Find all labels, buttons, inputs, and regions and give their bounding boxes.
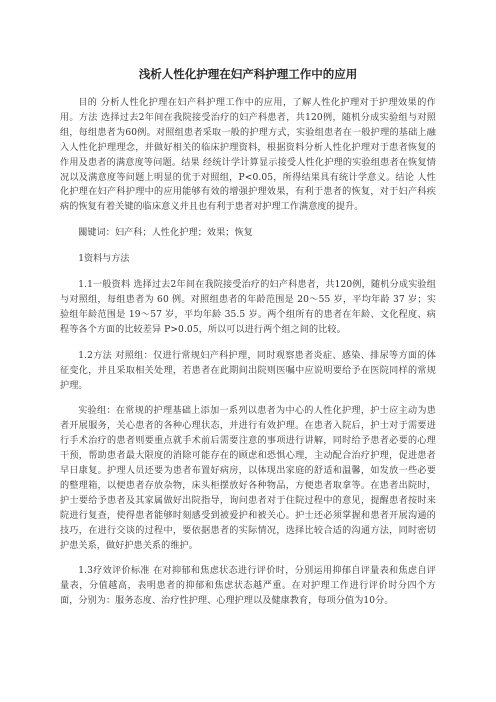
article-title: 浅析人性化护理在妇产科护理工作中的应用 — [138, 67, 358, 81]
methods-experimental-paragraph: 实验组：在常规的护理基础上添加一系列以患者为中心的人性化护理，护士应主动为患者开展服务，关心患者的各种心理状态，并进行有效护理。在患者入院后，护士对于需要进行手术治疗的患者则要重点就手术前后需要注意的事项进行讲解，同时给予患者必要的心理干预，帮助患者最大限度的消除可能存在的顾虑和恐惧心理，主动配合治疗护理，促进患者早日康复。护理人员还要为患者布置好病房，以体现出家庭的舒适和温馨，如发放一些必要的整理箱，以便患者存放杂物，床头柜摆放好各种物品，方便患者取拿等。在患者出院时，护士要给予患者及其家属做好出院指导，询问患者对于住院过程中的意见，提醒患者按时来院进行复查，使得患者能够时刻感受到被爱护和被关心。护士还必须掌握和患者开展沟通的技巧，在进行交谈的过程中，要依据患者的实际情况，选择比较合适的沟通方法，同时密切护患关系，做好护患关系的维护。 — [60, 406, 436, 551]
keywords-paragraph: 關键词：妇产科；人性化护理；效果；恢复 — [78, 228, 253, 239]
section-heading-materials-methods: 1资料与方法 — [78, 254, 130, 265]
general-data-paragraph: 1.1一般资料 选择过去2年间在我院接受治疗的妇产科患者，共120例，随机分成实验组与对照组，每组患者为 60 例。对照组患者的年龄范围是 20～55 岁，平均年龄 37 岁；实验组年龄范围是 19～57 岁，平均年龄 35.5 岁。两个组所有的患者在年龄、文化程度、病程等各个方面的比较差异 P>0.05，所以可以进行两个组之间的比较。 — [60, 280, 436, 335]
methods-control-paragraph: 1.2方法 对照组：仅进行常规妇产科护理，同时观察患者炎症、感染、排尿等方面的体征变化，并且采取相关处理，若患者在此期间出院则医嘱中应说明要给予在医院同样的常规护理。 — [60, 350, 436, 391]
abstract-paragraph: 目的 分析人性化护理在妇产科护理工作中的应用，了解人性化护理对于护理效果的作用。方法 选择过去2年间在我院接受治疗的妇产科患者，共120例，随机分成实验组与对照组，每组患者为60例。对照组患者采取一般的护理方式，实验组患者在一般护理的基础上融入人性化护理理念，并做好相关的临床护理资料，根据资料分析人性化护理对于患者恢复的作用及患者的满意度等问题。结果 经统计学计算显示接受人性化护理的实验组患者在恢复情况以及满意度等问题上明显的优于对照组，P<0.05，所得结果具有统计学意义。结论 人性化护理在妇产科护理中的应用能够有效的增强护理效果，有利于患者的恢复，对于妇产科疾病的恢复有着关键的临床意义并且也有利于患者对护理工作满意度的提升。 — [60, 98, 436, 213]
evaluation-criteria-paragraph: 1.3疗效评价标准 在对抑郁和焦虑状态进行评价时，分别运用抑郁自评量表和焦虑自评量表，分值越高，表明患者的抑郁和焦虑状态越严重。在对护理工作进行评价时分四个方面，分别为：服务态度、治疗性护理、心理护理以及健康教育，每项分值为10分。 — [60, 566, 436, 607]
